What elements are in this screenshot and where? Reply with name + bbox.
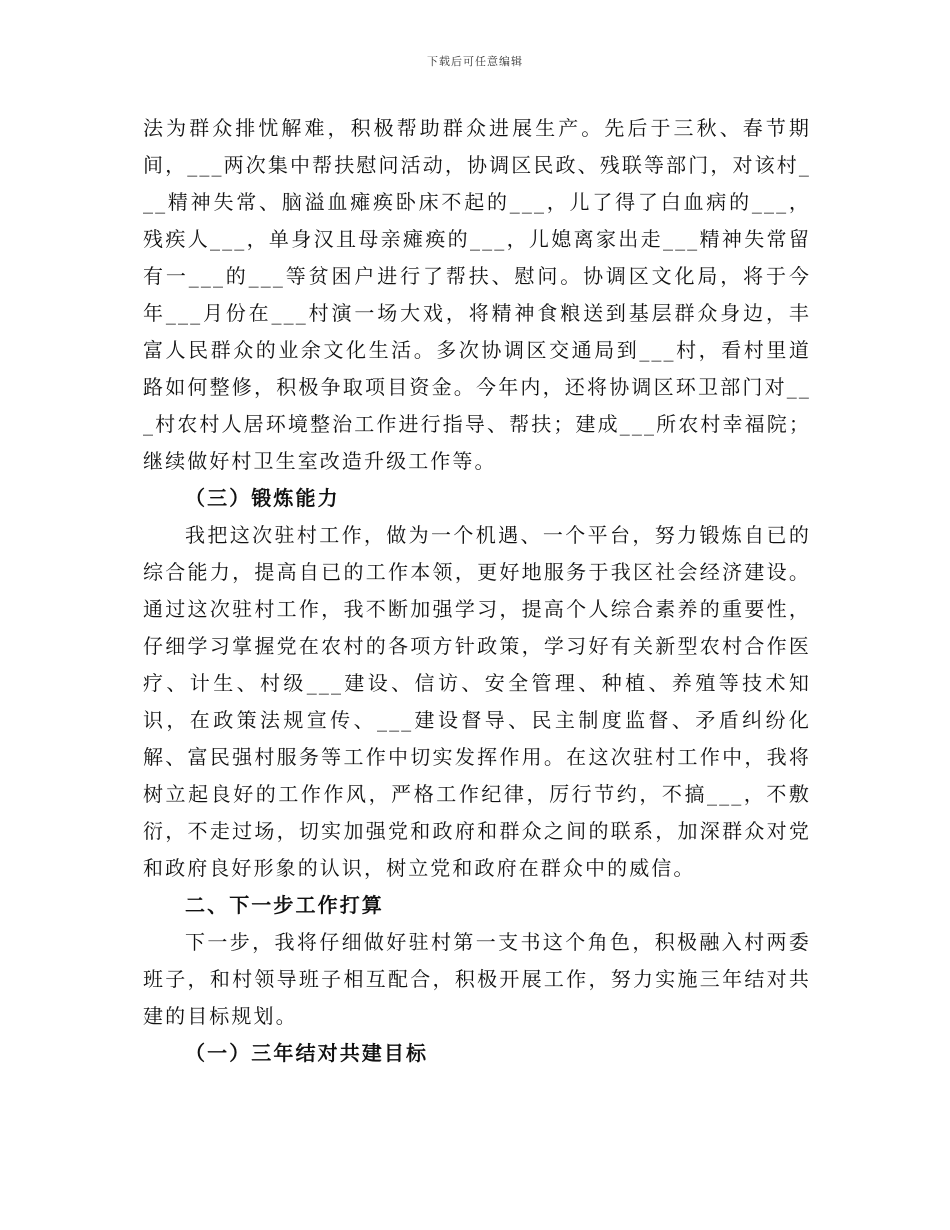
section-heading-training: （三）锻炼能力: [185, 486, 340, 510]
page-header: 下载后可任意编辑: [427, 55, 523, 68]
document-body: [143, 110, 811, 1072]
paragraph-next-steps: 下一步，我将仔细做好驻村第一支书这个角色，积极融入村两委班子，和村领导班子相互配合，积极开展工作，努力实施三年结对共建的目标规划。: [143, 930, 811, 1028]
paragraph-assistance: 法为群众排忧解难，积极帮助群众进展生产。先后于三秋、春节期间，___两次集中帮扶慰问活动，协调区民政、残联等部门，对该村___精神失常、脑溢血瘫痪卧床不起的___，儿了得了白血病的___，残疾人___，单身汉且母亲瘫痪的___，儿媳离家出走___精神失常留有一___的___等贫困户进行了帮扶、慰问。协调区文化局，将于今年___月份在___村演一场大戏，将精神食粮送到基层群众身边，丰富人民群众的业余文化生活。多次协调区交通局到___村，看村里道路如何整修，积极争取项目资金。今年内，还将协调区环卫部门对___村农村人居环境整治工作进行指导、帮扶；建成___所农村幸福院；继续做好村卫生室改造升级工作等。: [143, 116, 811, 473]
paragraph-training: 我把这次驻村工作，做为一个机遇、一个平台，努力锻炼自已的综合能力，提高自已的工作本领，更好地服务于我区社会经济建设。通过这次驻村工作，我不断加强学习，提高个人综合素养的重要性，仔细学习掌握党在农村的各项方针政策，学习好有关新型农村合作医疗、计生、村级___建设、信访、安全管理、种植、养殖等技术知识，在政策法规宣传、___建设督导、民主制度监督、矛盾纠纷化解、富民强村服务等工作中切实发挥作用。在这次驻村工作中，我将树立起良好的工作作风，严格工作纪律，厉行节约，不搞___，不敷衍，不走过场，切实加强党和政府和群众之间的联系，加深群众对党和政府良好形象的认识，树立党和政府在群众中的威信。: [143, 523, 811, 880]
section-heading-goals: （一）三年结对共建目标: [185, 1041, 429, 1065]
section-heading-next-steps: 二、下一步工作打算: [185, 893, 384, 917]
